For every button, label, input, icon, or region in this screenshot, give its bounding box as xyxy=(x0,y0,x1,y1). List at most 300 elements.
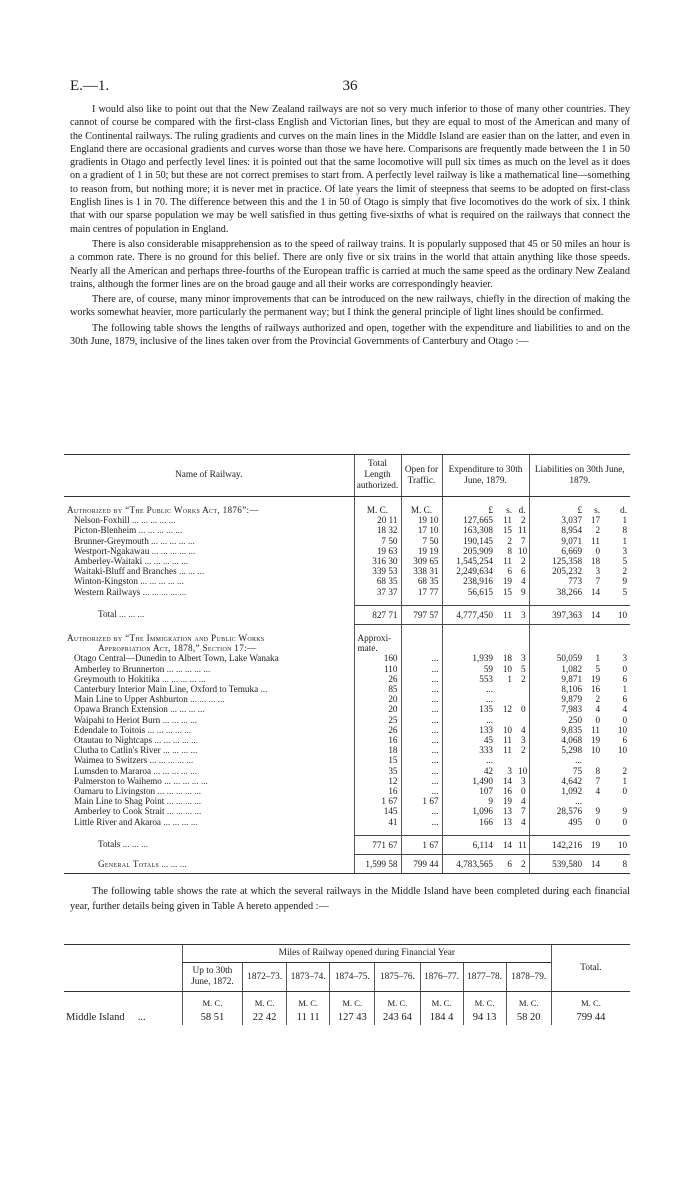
section-title: Authorized by “The Public Works Act, 1876”:— xyxy=(67,505,259,515)
expenditure-pence: 3 xyxy=(520,653,526,664)
expenditure-shillings: 11 xyxy=(503,515,512,526)
expenditure-pence: 7 xyxy=(520,806,526,817)
liabilities-pence: 10 xyxy=(617,745,628,756)
liabilities-pounds: 7,983 xyxy=(529,704,585,714)
open-value: ... xyxy=(401,704,442,714)
liabilities-pounds: 6,669 xyxy=(529,546,585,556)
liabilities-shillings: 7 xyxy=(595,775,601,786)
leader-dots: ... ... ... ... ... xyxy=(140,576,184,587)
row-label-header xyxy=(64,945,182,992)
liabilities-pounds: 75 xyxy=(529,766,585,776)
leader-dots: ... ... ... ... ... xyxy=(151,535,195,546)
section-title-row xyxy=(64,505,630,515)
liabilities-pence: 8 xyxy=(622,525,628,536)
length-value: 25 xyxy=(354,715,401,725)
open-value: 799 44 xyxy=(401,855,442,874)
liabilities-shillings: 19 xyxy=(590,735,601,746)
expenditure-pence: 2 xyxy=(520,556,526,567)
expenditure-pence: 4 xyxy=(520,796,526,807)
name-text: Otautau to Nightcaps xyxy=(74,735,153,746)
expenditure-pounds: ... xyxy=(442,684,496,694)
year-header: Up to 30th June, 1872. xyxy=(182,963,242,992)
year-value: 243 64 xyxy=(375,1010,420,1025)
open-value: ... xyxy=(401,725,442,735)
expenditure-pounds: 238,916 xyxy=(442,576,496,586)
expenditure-pence: 11 xyxy=(518,525,527,536)
open-value: ... xyxy=(401,745,442,755)
leader-dots: ... ... ... ... ... xyxy=(164,775,208,786)
liabilities-pence xyxy=(603,755,630,765)
paragraph: The following table shows the lengths of railways authorized and open, together with the expenditure and liabilities to and on the 30th June, 1879, inclusive of the lines taken over from the Provincial Governments of Canterbury and Otago :— xyxy=(70,322,630,348)
length-value: 20 xyxy=(354,704,401,714)
railway-name xyxy=(64,817,354,827)
liabilities-pence: 10 xyxy=(603,605,630,624)
open-value: ... xyxy=(401,817,442,827)
col-header-total-length: Total Length authorized. xyxy=(354,455,401,497)
unit-label: M. C. xyxy=(506,992,551,1011)
expenditure-shillings xyxy=(496,715,515,725)
open-value: 1 67 xyxy=(401,796,442,806)
name-text: Amberley to Cook Strait xyxy=(74,806,165,817)
liabilities-pence: 2 xyxy=(622,566,628,577)
railway-name xyxy=(64,684,354,694)
open-value: ... xyxy=(401,664,442,674)
expenditure-pounds: 190,145 xyxy=(442,536,496,546)
liabilities-shillings: 14 xyxy=(585,855,603,874)
leader-dots: ... ... ... ... xyxy=(166,806,202,817)
liabilities-pence: 5 xyxy=(622,556,628,567)
open-value: ... xyxy=(401,806,442,816)
expenditure-shillings: 13 xyxy=(502,816,512,827)
liabilities-pounds: 8,954 xyxy=(529,525,585,535)
unit-label: M. C. xyxy=(330,992,375,1011)
name-text: Brunner-Greymouth xyxy=(74,535,149,546)
leader-dots: ... ... ... ... ... xyxy=(151,545,196,556)
expenditure-pence: 9 xyxy=(520,586,526,597)
length-value: 19 63 xyxy=(354,546,401,556)
open-value: ... xyxy=(401,755,442,765)
liabilities-pence: 0 xyxy=(622,663,628,674)
length-value: 41 xyxy=(354,817,401,827)
leader-dots: ... ... ... xyxy=(119,609,145,620)
row-label: Middle Island ... xyxy=(66,1012,146,1023)
page-number: 36 xyxy=(342,78,358,94)
unit-label: s. xyxy=(506,505,512,515)
name-text: Winton-Kingston xyxy=(74,576,138,587)
railway-name xyxy=(64,766,354,776)
liabilities-pence: 9 xyxy=(622,576,628,587)
grand-total-row xyxy=(64,855,630,874)
liabilities-shillings: 14 xyxy=(590,586,601,597)
year-header: 1877–78. xyxy=(463,963,506,992)
railway-name xyxy=(64,536,354,546)
unit-label: M. C. xyxy=(243,992,287,1011)
liabilities-shillings: 18 xyxy=(590,556,601,567)
unit-label: £ xyxy=(442,505,496,515)
unit-label: s. xyxy=(594,505,601,515)
expenditure-pounds: 127,665 xyxy=(442,515,496,525)
total-row xyxy=(64,835,630,854)
expenditure-pence: 7 xyxy=(520,535,526,546)
railway-name xyxy=(64,515,354,525)
expenditure-shillings xyxy=(496,684,515,694)
leader-dots: ... ... ... ... ... xyxy=(142,586,187,597)
liabilities-shillings: 16 xyxy=(590,684,601,695)
unit-label: M. C. xyxy=(401,505,442,515)
spacer-row xyxy=(64,625,630,634)
unit-spacer xyxy=(64,992,182,1011)
liabilities-pounds: 4,068 xyxy=(529,735,585,745)
expenditure-shillings: 13 xyxy=(502,806,512,817)
liabilities-pence: 4 xyxy=(622,704,628,715)
leader-dots: ... ... ... ... xyxy=(162,745,198,756)
table-row xyxy=(64,786,630,796)
length-value: 7 50 xyxy=(354,536,401,546)
paragraph: There is also considerable misapprehension as to the speed of railway trains. It is popularly supposed that 45 or 50 miles an hour is a common rate. There is no ground for this belief. There are only five or six trains in the world that attain anything like those speeds. Nearly all the American and perhaps three-fourths of the European traffic is carried at much the same speed as the ordinary New Zealand trains, although the former lines are on the broad gauge and all their works are correspondingly heavier. xyxy=(70,238,630,290)
open-value: 17 77 xyxy=(401,587,442,597)
expenditure-pence: 5 xyxy=(520,663,526,674)
length-value: 160 xyxy=(354,653,401,663)
paragraph: The following table shows the rate at which the several railways in the Middle Island have been completed during each financial year, further details being given in Table A hereto appended :— xyxy=(70,886,630,912)
leader-dots: ... ... ... ... xyxy=(163,816,198,827)
liabilities-pence: 10 xyxy=(603,835,630,854)
unit-label: M. C. xyxy=(551,992,630,1011)
liabilities-pence: 1 xyxy=(622,775,628,786)
spacer-row xyxy=(64,597,630,606)
expenditure-shillings xyxy=(496,755,515,765)
open-value: ... xyxy=(401,653,442,663)
name-text: Total xyxy=(98,609,117,620)
name-text: Amberley-Waitaki xyxy=(74,556,143,567)
open-value: 797 57 xyxy=(401,605,442,624)
name-text: Greymouth to Hokitika xyxy=(74,673,160,684)
total-row xyxy=(64,605,630,624)
table-row xyxy=(64,536,630,546)
liabilities-pounds: 397,363 xyxy=(529,605,585,624)
table-row xyxy=(64,725,630,735)
table-row xyxy=(64,556,630,566)
expenditure-shillings: 2 xyxy=(507,535,512,546)
expenditure-shillings: 19 xyxy=(502,796,512,807)
liabilities-pounds: 9,071 xyxy=(529,536,585,546)
liabilities-pounds: 1,092 xyxy=(529,786,585,796)
unit-label: M. C. xyxy=(463,992,506,1011)
year-header: 1878–79. xyxy=(506,963,551,992)
unit-label: M. C. xyxy=(182,992,242,1011)
open-value: ... xyxy=(401,684,442,694)
name-text: Main Line to Shag Point xyxy=(74,796,165,807)
expenditure-pence: 2 xyxy=(520,515,526,526)
liabilities-shillings: 4 xyxy=(595,704,601,715)
expenditure-pence: 3 xyxy=(520,775,526,786)
name-text: Picton-Blenheim xyxy=(74,525,137,536)
leader-dots: ... ... ... ... xyxy=(166,796,202,807)
open-value: ... xyxy=(401,776,442,786)
liabilities-pence: 8 xyxy=(603,855,630,874)
table-row xyxy=(64,766,630,776)
expenditure-pence: 3 xyxy=(520,735,526,746)
name-text: Otago Central—Dunedin to Albert Town, Lake Wanaka xyxy=(74,653,279,664)
name-text: Edendale to Toitois xyxy=(74,724,146,735)
length-value: 1 67 xyxy=(354,796,401,806)
spacer-row xyxy=(64,827,630,836)
unit-label: d. xyxy=(518,505,526,515)
expenditure-pounds: 107 xyxy=(442,786,496,796)
liabilities-shillings: 0 xyxy=(595,714,601,725)
expenditure-pounds: 1,096 xyxy=(442,806,496,816)
table-row xyxy=(64,587,630,597)
expenditure-pence: 10 xyxy=(518,545,528,556)
table-row xyxy=(64,653,630,663)
length-value: 20 xyxy=(354,694,401,704)
liabilities-pounds: 142,216 xyxy=(529,835,585,854)
name-text: Clutha to Catlin's River xyxy=(74,745,161,756)
liabilities-shillings: 11 xyxy=(591,535,601,546)
railway-name xyxy=(64,806,354,816)
liabilities-pence: 0 xyxy=(622,786,628,797)
liabilities-pence: 5 xyxy=(622,586,628,597)
railway-name xyxy=(64,664,354,674)
liabilities-shillings: 0 xyxy=(595,816,601,827)
name-text: Canterbury Interior Main Line, Oxford to Temuka xyxy=(74,684,259,695)
expenditure-pounds: 1,490 xyxy=(442,776,496,786)
liabilities-shillings: 2 xyxy=(595,694,601,705)
expenditure-shillings: 10 xyxy=(502,663,512,674)
group-header: Miles of Railway opened during Financial Year xyxy=(182,945,551,963)
length-value: 16 xyxy=(354,735,401,745)
name-text: Opawa Branch Extension xyxy=(74,704,168,715)
liabilities-pounds: 4,642 xyxy=(529,776,585,786)
section-title: Appropriation Act, 1878,” Section 17:— xyxy=(98,643,257,654)
liabilities-pence: 1 xyxy=(622,535,628,546)
unit-label: M. C. xyxy=(420,992,463,1011)
liabilities-pence: 10 xyxy=(617,724,628,735)
table-row xyxy=(64,515,630,525)
liabilities-pence: 1 xyxy=(622,684,628,695)
liabilities-pounds: 50,059 xyxy=(529,653,585,663)
liabilities-pence: 6 xyxy=(622,673,628,684)
railway-name xyxy=(64,796,354,806)
expenditure-pence: 2 xyxy=(520,745,526,756)
expenditure-shillings: 11 xyxy=(496,605,515,624)
liabilities-pence: 0 xyxy=(622,816,628,827)
open-value: 19 19 xyxy=(401,546,442,556)
length-value: 15 xyxy=(354,755,401,765)
table-row xyxy=(64,817,630,827)
length-value: 35 xyxy=(354,766,401,776)
open-value: 338 31 xyxy=(401,566,442,576)
leader-dots: ... ... ... ... ... xyxy=(157,786,202,797)
railway-name xyxy=(64,855,354,874)
table-row xyxy=(64,735,630,745)
expenditure-pounds: 333 xyxy=(442,745,496,755)
railways-table xyxy=(64,454,630,874)
expenditure-pounds: 9 xyxy=(442,796,496,806)
open-value: ... xyxy=(401,715,442,725)
paragraph: I would also like to point out that the New Zealand railways are not so very much inferior to those of many other countries. They cannot of course be compared with the first-class English and Victorian lines, but they are equal to most of the American and many of the Continental railways. The ruling gradients and curves on the main lines in the Middle Island are easier than on the latter, and even in England there are occasional gradients and curves worse than those we have here. Comparisons are frequently made between the 1 in 50 gradients in Otago and perfectly level lines: it is pointed out that the same locomotive will pull six times as much on the level as it does on a gradient of 1 in 50; but these are not correct premises to start from. A perfectly level railway is like a mathematical line—something to reason from, but nothing more; it is never met in practice. Of late years the limit of steepness that seems to be adopted on first-class English lines is 1 in 70. The difference between this and the 1 in 50 of Otago is simply that five locomotives do the work of six. I think that with our sparse population we may be well satisfied in thus getting five-sixths of what is required on the railways that connect the main centres of population in England. xyxy=(70,104,630,235)
length-value: 316 30 xyxy=(354,556,401,566)
liabilities-shillings: 9 xyxy=(595,806,601,817)
liabilities-pounds: 1,082 xyxy=(529,664,585,674)
expenditure-pence xyxy=(515,755,529,765)
year-header: 1875–76. xyxy=(375,963,420,992)
length-value: 12 xyxy=(354,776,401,786)
railway-name xyxy=(64,704,354,714)
railway-name xyxy=(64,735,354,745)
leader-dots: ... ... ... xyxy=(161,858,187,869)
liabilities-pounds: 9,879 xyxy=(529,694,585,704)
leader-dots: ... ... ... ... ... xyxy=(162,673,206,684)
name-text: Westport-Ngakawau xyxy=(74,545,150,556)
leader-dots: ... ... ... ... ... xyxy=(154,735,199,746)
table-row xyxy=(64,755,630,765)
open-value: 19 10 xyxy=(401,515,442,525)
liabilities-pounds: 773 xyxy=(529,576,585,586)
railway-name xyxy=(64,835,354,854)
table-row xyxy=(64,525,630,535)
expenditure-pence xyxy=(515,684,529,694)
liabilities-shillings: 3 xyxy=(595,566,601,577)
body-text xyxy=(70,103,630,350)
year-value: 58 20 xyxy=(506,1010,551,1025)
expenditure-pence xyxy=(515,715,529,725)
name-text: Waitaki-Bluff and Branches xyxy=(74,566,177,577)
expenditure-shillings: 15 xyxy=(502,525,512,536)
expenditure-pounds: 135 xyxy=(442,704,496,714)
expenditure-shillings: 14 xyxy=(496,835,515,854)
year-value: 127 43 xyxy=(330,1010,375,1025)
leader-dots: ... ... ... ... ... xyxy=(144,556,189,567)
section-title-row xyxy=(64,633,630,643)
section-title-row xyxy=(64,643,630,653)
year-header: 1873–74. xyxy=(287,963,330,992)
liabilities-shillings: 8 xyxy=(595,765,601,776)
name-text: Main Line to Upper Ashburton xyxy=(74,694,188,705)
open-value: 17 10 xyxy=(401,525,442,535)
railway-name xyxy=(64,576,354,586)
liabilities-pence: 6 xyxy=(622,694,628,705)
expenditure-pounds: 163,308 xyxy=(442,525,496,535)
liabilities-pence: 1 xyxy=(622,515,628,526)
railway-name xyxy=(64,776,354,786)
table-row xyxy=(64,684,630,694)
expenditure-pounds: 42 xyxy=(442,766,496,776)
name-text: Lumsden to Mararoa xyxy=(74,765,152,776)
railway-name xyxy=(64,725,354,735)
railway-name xyxy=(64,566,354,576)
expenditure-pounds: ... xyxy=(442,694,496,704)
open-value: ... xyxy=(401,766,442,776)
liabilities-shillings: 2 xyxy=(595,525,601,536)
expenditure-shillings xyxy=(496,694,515,704)
expenditure-shillings: 1 xyxy=(507,673,512,684)
table-row xyxy=(64,704,630,714)
expenditure-pence: 2 xyxy=(515,855,529,874)
name-text: General Totals xyxy=(98,858,160,869)
length-value: 1,599 58 xyxy=(354,855,401,874)
length-value: 339 53 xyxy=(354,566,401,576)
length-value: 18 32 xyxy=(354,525,401,535)
open-value: 1 67 xyxy=(401,835,442,854)
total-value: 799 44 xyxy=(551,1010,630,1025)
expenditure-pence: 2 xyxy=(520,673,526,684)
name-text: Little River and Akaroa xyxy=(74,816,161,827)
liabilities-pence: 3 xyxy=(622,653,628,664)
table-row xyxy=(64,1010,630,1025)
liabilities-pounds: 9,871 xyxy=(529,674,585,684)
leader-dots: ... ... ... ... ... xyxy=(147,724,192,735)
expenditure-pounds: 4,783,565 xyxy=(442,855,496,874)
table-row xyxy=(64,566,630,576)
expenditure-pence: 0 xyxy=(520,786,526,797)
liabilities-shillings: 10 xyxy=(590,745,601,756)
leader-dots: ... ... ... ... ... xyxy=(153,765,197,776)
year-header: 1876–77. xyxy=(420,963,463,992)
liabilities-pounds: 3,037 xyxy=(529,515,585,525)
liabilities-shillings: 17 xyxy=(590,515,601,526)
railway-name xyxy=(64,546,354,556)
leader-dots: ... ... ... ... xyxy=(170,704,205,715)
table-row xyxy=(64,546,630,556)
paragraph: There are, of course, many minor improvements that can be introduced on the new railways, chiefly in the direction of making the works somewhat heavier, more particularly the permanent way; but I think the general principle of light lines should be confirmed. xyxy=(70,294,630,319)
section-title: Authorized by “The Immigration and Public Works xyxy=(67,633,265,644)
expenditure-pence: 3 xyxy=(515,605,529,624)
expenditure-shillings: 6 xyxy=(507,566,512,577)
leader-dots: ... xyxy=(260,684,268,695)
expenditure-pounds: 2,249,634 xyxy=(442,566,496,576)
expenditure-shillings: 3 xyxy=(507,765,512,776)
railway-name xyxy=(64,745,354,755)
length-value: 18 xyxy=(354,745,401,755)
liabilities-shillings: 1 xyxy=(595,653,601,664)
open-value: ... xyxy=(401,735,442,745)
expenditure-pounds: 1,545,254 xyxy=(442,556,496,566)
col-header-name: Name of Railway. xyxy=(64,455,354,497)
railway-name xyxy=(64,525,354,535)
open-value: ... xyxy=(401,786,442,796)
liabilities-shillings: 19 xyxy=(590,673,601,684)
table-row xyxy=(64,796,630,806)
liabilities-pounds: 539,580 xyxy=(529,855,585,874)
liabilities-pence: 9 xyxy=(622,806,628,817)
expenditure-shillings: 8 xyxy=(507,545,512,556)
liabilities-shillings: 7 xyxy=(595,576,601,587)
railway-name xyxy=(64,694,354,704)
liabilities-pounds: ... xyxy=(529,755,585,765)
name-text: Totals xyxy=(98,839,121,850)
length-value: 110 xyxy=(354,664,401,674)
table-row xyxy=(64,664,630,674)
railway-name xyxy=(64,587,354,597)
expenditure-pounds: 59 xyxy=(442,664,496,674)
expenditure-pounds: 553 xyxy=(442,674,496,684)
expenditure-pence: 4 xyxy=(520,576,526,587)
leader-dots: ... ... ... xyxy=(178,566,205,577)
railway-name xyxy=(64,556,354,566)
liabilities-pence: 2 xyxy=(622,765,628,776)
table-row xyxy=(64,806,630,816)
expenditure-pence: 11 xyxy=(515,835,529,854)
railway-name xyxy=(64,605,354,624)
expenditure-shillings: 11 xyxy=(503,745,512,756)
document-code: E.—1. xyxy=(70,78,110,94)
leader-dots: ... ... ... xyxy=(122,839,148,850)
liabilities-pounds: 8,106 xyxy=(529,684,585,694)
length-value: 827 71 xyxy=(354,605,401,624)
spacer-row xyxy=(64,497,630,506)
approximate-note: mate. xyxy=(354,643,401,653)
approximate-note: Approxi- xyxy=(354,633,401,643)
